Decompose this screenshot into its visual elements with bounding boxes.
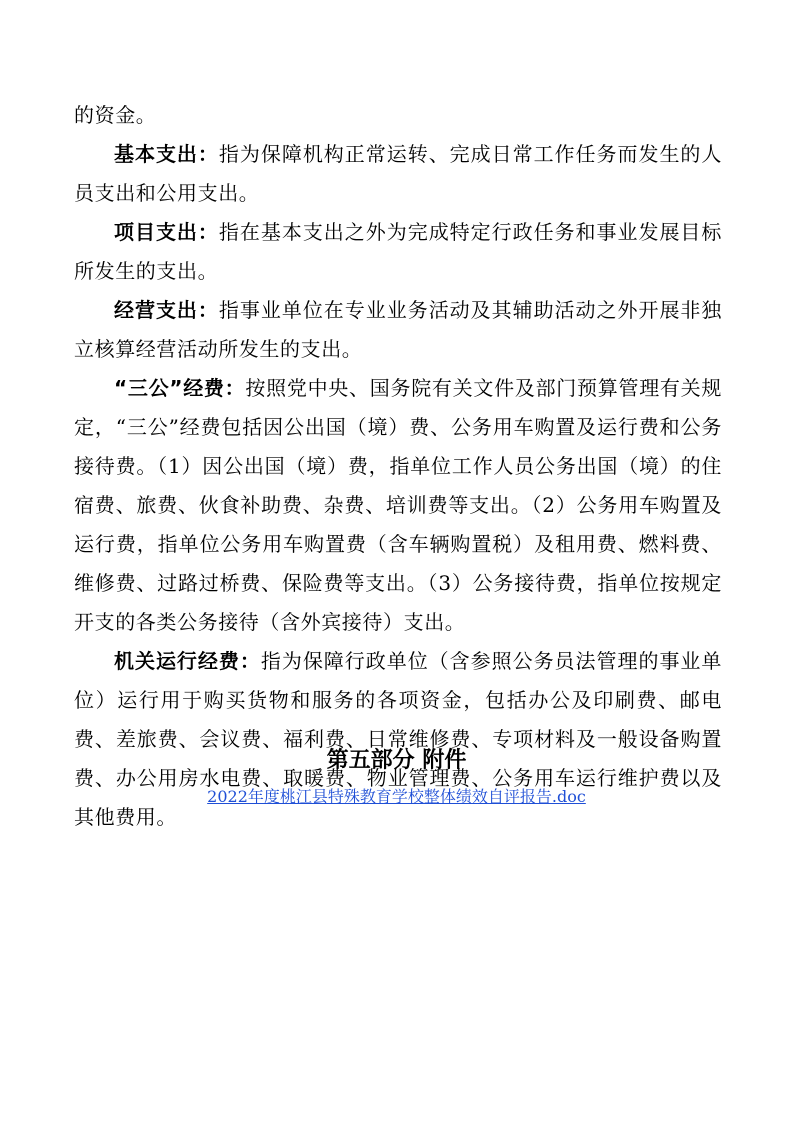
definition-text: 指事业单位在专业业务活动及其辅助活动之外开展非独立核算经营活动所发生的支出。 [74, 298, 723, 361]
definition-three-public-expenses [74, 369, 722, 642]
section-title: 第五部分 附件 [326, 748, 467, 773]
definition-term: “三公”经费： [114, 376, 246, 400]
definition-operating-expenditure [74, 291, 722, 369]
definition-term: 基本支出： [114, 142, 219, 166]
definition-text: 按照党中央、国务院有关文件及部门预算管理有关规定，“三公”经费包括因公出国（境）费、公务用车购置及运行费和公务接待费。（1）因公出国（境）费，指单位工作人员公务出国（境）的住宿费、旅费、伙食补助费、杂费、培训费等支出。（2）公务用车购置及运行费，指单位公务用车购置费（含车辆购置税）及租用费、燃料费、维修费、过路过桥费、保险费等支出。（3）公务接待费，指单位按规定开支的各类公务接待（含外宾接待）支出。 [74, 376, 722, 634]
definition-term: 项目支出： [114, 220, 219, 244]
definition-text: 指为保障机构正常运转、完成日常工作任务而发生的人员支出和公用支出。 [74, 142, 723, 205]
attachment-link-row [0, 785, 793, 809]
continuation-text: 的资金。 [74, 103, 157, 127]
definition-term: 机关运行经费： [114, 649, 261, 673]
definition-text: 指为保障行政单位（含参照公务员法管理的事业单位）运行用于购买货物和服务的各项资金，包括办公及印刷费、邮电费、差旅费、会议费、福利费、日常维修费、专项材料及一般设备购置费、办公用房水电费、取暖费、物业管理费、公务用车运行维护费以及其他费用。 [74, 649, 723, 829]
attachment-link[interactable]: 2022年度桃江县特殊教育学校整体绩效自评报告.doc [207, 787, 586, 806]
definition-term: 经营支出： [114, 298, 219, 322]
definition-project-expenditure [74, 213, 722, 291]
document-body [74, 96, 722, 837]
definition-basic-expenditure [74, 135, 722, 213]
definition-text: 指在基本支出之外为完成特定行政任务和事业发展目标所发生的支出。 [74, 220, 723, 283]
